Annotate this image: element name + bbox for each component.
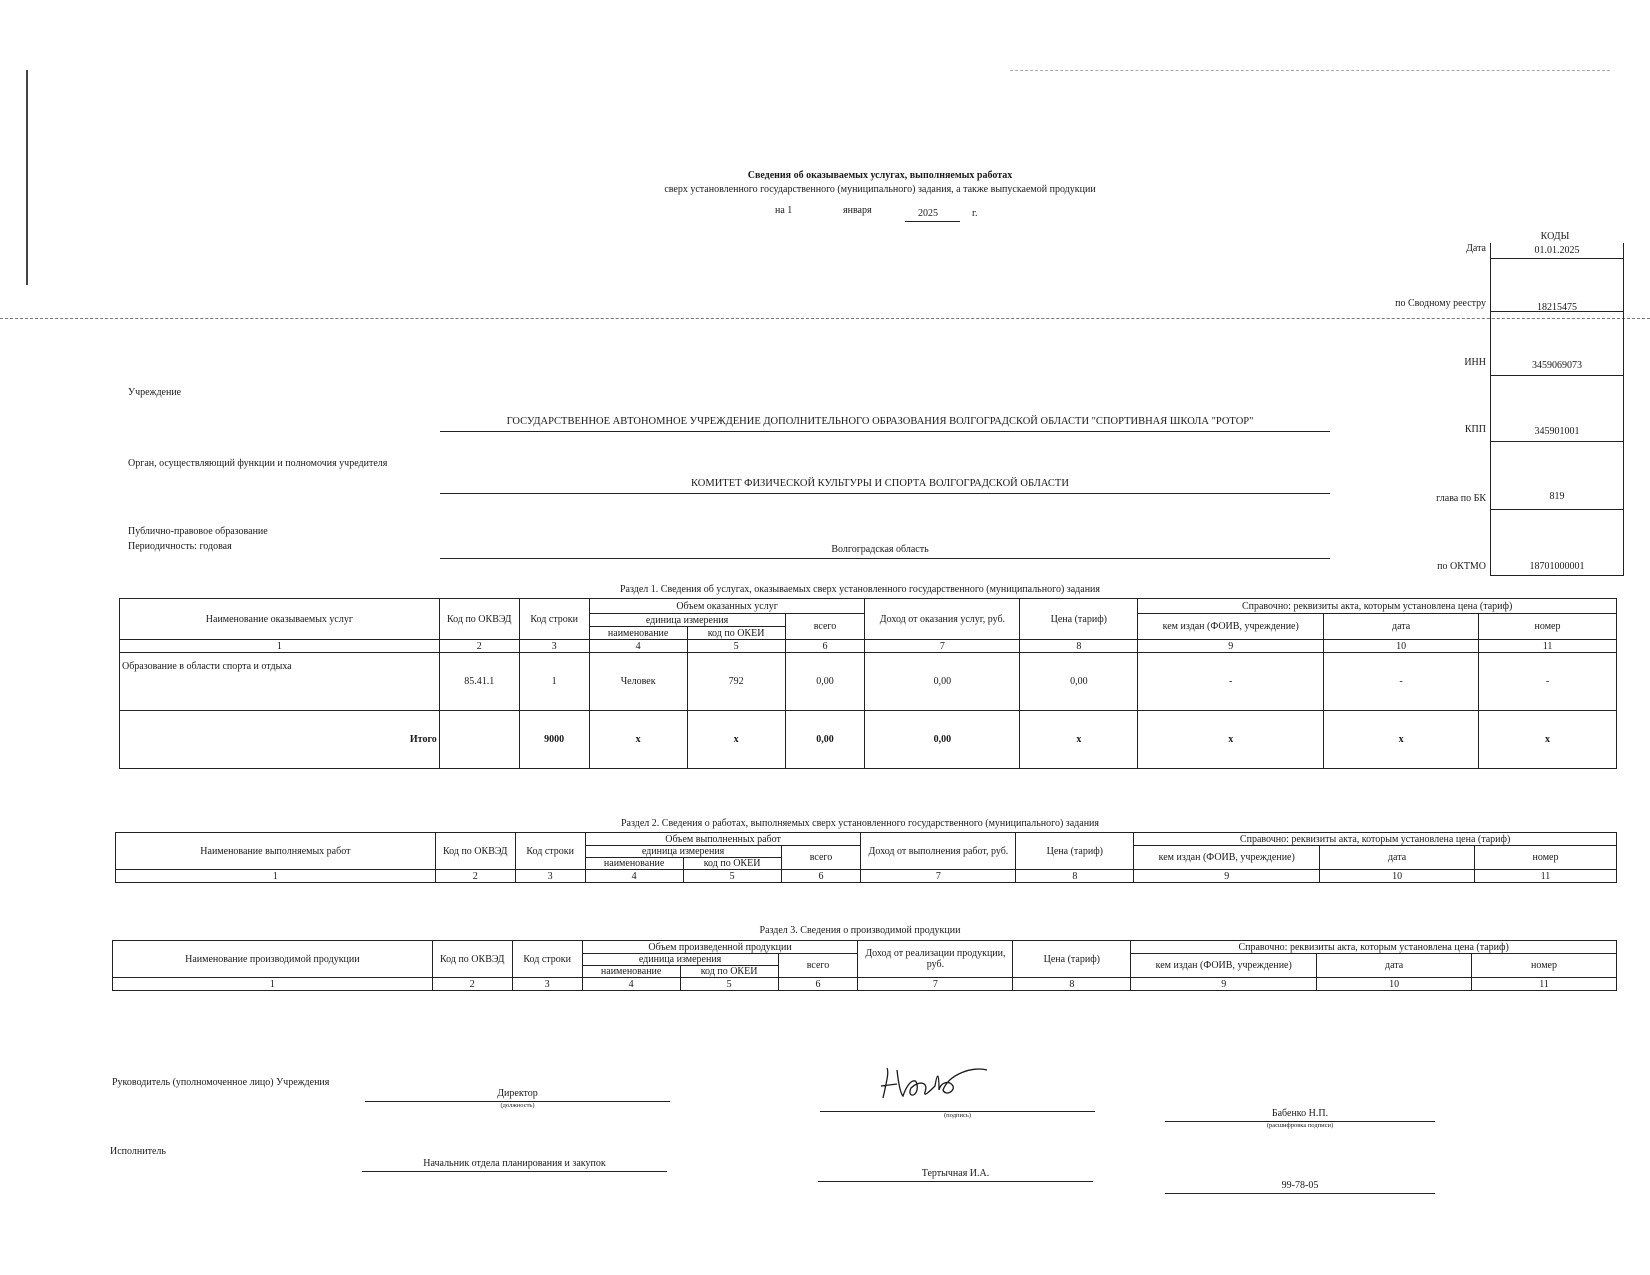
s1-colnum: 7 xyxy=(865,640,1020,653)
s3-h-unit-code: код по ОКЕИ xyxy=(680,966,778,978)
s3-colnum: 8 xyxy=(1013,978,1131,991)
s2-h-income: Доход от выполнения работ, руб. xyxy=(861,833,1016,870)
code-oktmo-label: по ОКТМО xyxy=(1437,561,1486,572)
s3-colnum: 7 xyxy=(858,978,1013,991)
institution-value: ГОСУДАРСТВЕННОЕ АВТОНОМНОЕ УЧРЕЖДЕНИЕ ДОПОЛНИТЕЛЬНОГО ОБРАЗОВАНИЯ ВОЛГОГРАДСКОЙ ОБЛАСТИ "СПОРТИВНАЯ ШКОЛА "РОТОР" xyxy=(506,416,1254,427)
report-date-suffix: г. xyxy=(972,208,978,219)
s3-colnum: 2 xyxy=(432,978,512,991)
s1-h-rowcode: Код строки xyxy=(519,599,589,640)
executor-position-underline xyxy=(362,1171,667,1172)
s2-colnum: 9 xyxy=(1134,870,1320,883)
s2-h-number: номер xyxy=(1475,846,1617,870)
s1-total-income: 0,00 xyxy=(865,711,1020,769)
position-caption: (должность) xyxy=(500,1102,535,1109)
code-inn-label: ИНН xyxy=(1464,357,1486,368)
s1-service-rowcode: 1 xyxy=(519,653,589,711)
public-entity-underline xyxy=(440,558,1330,559)
s1-total-issued: x xyxy=(1138,711,1324,769)
s1-service-okved: 85.41.1 xyxy=(439,653,519,711)
s3-colnum: 1 xyxy=(113,978,433,991)
s1-h-unit: единица измерения xyxy=(589,614,785,627)
codes-box xyxy=(1490,243,1624,576)
s3-colnum: 5 xyxy=(680,978,778,991)
institution-underline xyxy=(440,431,1330,432)
s1-colnum: 1 xyxy=(120,640,440,653)
periodicity-label: Периодичность: годовая xyxy=(128,541,232,552)
s3-h-okved: Код по ОКВЭД xyxy=(432,941,512,978)
report-date-year: 2025 xyxy=(918,208,938,219)
s2-h-issued: кем издан (ФОИВ, учреждение) xyxy=(1134,846,1320,870)
s1-total-label: Итого xyxy=(120,711,440,769)
institution-label: Учреждение xyxy=(128,387,182,398)
s2-h-total: всего xyxy=(781,846,861,870)
s1-h-volume: Объем оказанных услуг xyxy=(589,599,865,614)
s1-service-date: - xyxy=(1324,653,1479,711)
s3-h-issued: кем издан (ФОИВ, учреждение) xyxy=(1131,954,1317,978)
executor-phone: 99-78-05 xyxy=(1281,1180,1319,1191)
head-label: Руководитель (уполномоченное лицо) Учреждения xyxy=(112,1077,330,1088)
s1-h-income: Доход от оказания услуг, руб. xyxy=(865,599,1020,640)
s2-colnum: 2 xyxy=(435,870,515,883)
s2-h-okved: Код по ОКВЭД xyxy=(435,833,515,870)
public-entity-value: Волгоградская область xyxy=(831,544,929,555)
s1-colnum: 8 xyxy=(1020,640,1138,653)
section1-table xyxy=(119,598,1617,769)
s3-colnum: 3 xyxy=(512,978,582,991)
s2-h-reference: Справочно: реквизиты акта, которым установлена цена (тариф) xyxy=(1134,833,1617,846)
s2-colnum: 3 xyxy=(515,870,585,883)
s1-service-unit-code: 792 xyxy=(687,653,785,711)
s1-h-unit-code: код по ОКЕИ xyxy=(687,627,785,640)
s1-total-okved xyxy=(439,711,519,769)
executor-name-underline xyxy=(818,1181,1093,1182)
s1-h-unit-name: наименование xyxy=(589,627,687,640)
report-date-month: января xyxy=(843,205,872,216)
executor-label: Исполнитель xyxy=(110,1146,166,1157)
s2-h-date: дата xyxy=(1320,846,1475,870)
scan-edge-line xyxy=(26,70,28,285)
s2-colnum: 6 xyxy=(781,870,861,883)
s3-h-date: дата xyxy=(1317,954,1472,978)
s3-colnum: 11 xyxy=(1472,978,1617,991)
head-name: Бабенко Н.П. xyxy=(1271,1108,1329,1119)
public-entity-label: Публично-правовое образование xyxy=(128,526,268,537)
s2-colnum: 7 xyxy=(861,870,1016,883)
code-inn-value: 3459069073 xyxy=(1491,311,1623,376)
executor-phone-underline xyxy=(1165,1193,1435,1194)
founder-value: КОМИТЕТ ФИЗИЧЕСКОЙ КУЛЬТУРЫ И СПОРТА ВОЛГОГРАДСКОЙ ОБЛАСТИ xyxy=(691,478,1069,489)
s1-colnum: 9 xyxy=(1138,640,1324,653)
s3-colnum: 10 xyxy=(1317,978,1472,991)
report-title-line2: сверх установленного государственного (муниципального) задания, а также выпускаемой продукции xyxy=(664,184,1096,195)
s3-h-name: Наименование производимой продукции xyxy=(113,941,433,978)
s2-colnum: 1 xyxy=(116,870,436,883)
handwritten-signature xyxy=(875,1060,995,1105)
s1-total-unit-code: x xyxy=(687,711,785,769)
s3-h-rowcode: Код строки xyxy=(512,941,582,978)
s2-h-name: Наименование выполняемых работ xyxy=(116,833,436,870)
s3-h-number: номер xyxy=(1472,954,1617,978)
s1-total-date: x xyxy=(1324,711,1479,769)
s1-h-date: дата xyxy=(1324,614,1479,640)
s3-h-unit-name: наименование xyxy=(582,966,680,978)
founder-underline xyxy=(440,493,1330,494)
executor-position: Начальник отдела планирования и закупок xyxy=(423,1158,606,1169)
table-row xyxy=(120,711,1617,769)
code-kpp-label: КПП xyxy=(1464,424,1486,435)
code-oktmo-value: 18701000001 xyxy=(1529,561,1585,572)
s3-h-reference: Справочно: реквизиты акта, которым установлена цена (тариф) xyxy=(1131,941,1617,954)
code-date-label: Дата xyxy=(1466,243,1486,254)
s3-colnum: 6 xyxy=(778,978,858,991)
section3-title: Раздел 3. Сведения о производимой продукции xyxy=(759,925,961,936)
s1-h-reference: Справочно: реквизиты акта, которым установлена цена (тариф) xyxy=(1138,599,1617,614)
s1-colnum: 5 xyxy=(687,640,785,653)
table-row xyxy=(120,653,1617,711)
s1-h-total: всего xyxy=(785,614,865,640)
s1-service-total: 0,00 xyxy=(785,653,865,711)
s1-service-income: 0,00 xyxy=(865,653,1020,711)
s2-colnum: 8 xyxy=(1016,870,1134,883)
s2-h-price: Цена (тариф) xyxy=(1016,833,1134,870)
s1-service-price: 0,00 xyxy=(1020,653,1138,711)
s2-colnum: 5 xyxy=(683,870,781,883)
s1-service-name: Образование в области спорта и отдыха xyxy=(120,653,440,711)
s2-colnum: 10 xyxy=(1320,870,1475,883)
s1-total-rowcode: 9000 xyxy=(519,711,589,769)
report-date-prefix: на 1 xyxy=(775,205,793,216)
s3-h-income: Доход от реализации продукции, руб. xyxy=(858,941,1013,978)
signature-caption: (подпись) xyxy=(944,1112,971,1119)
s1-h-issued: кем издан (ФОИВ, учреждение) xyxy=(1138,614,1324,640)
s1-colnum: 2 xyxy=(439,640,519,653)
codes-header: КОДЫ xyxy=(1540,231,1570,242)
s1-colnum: 11 xyxy=(1479,640,1617,653)
s1-service-issued: - xyxy=(1138,653,1324,711)
s1-total-unit-name: x xyxy=(589,711,687,769)
code-bk-value: 819 xyxy=(1491,441,1623,510)
section1-title: Раздел 1. Сведения об услугах, оказываемых сверх установленного государственного (муниципального) задания xyxy=(620,584,1100,595)
s1-service-unit-name: Человек xyxy=(589,653,687,711)
executor-name: Тертычная И.А. xyxy=(921,1168,990,1179)
s1-h-okved: Код по ОКВЭД xyxy=(439,599,519,640)
s1-h-price: Цена (тариф) xyxy=(1020,599,1138,640)
date-year-underline xyxy=(905,221,960,222)
s3-h-price: Цена (тариф) xyxy=(1013,941,1131,978)
section2-title: Раздел 2. Сведения о работах, выполняемых сверх установленного государственного (муниципального) задания xyxy=(620,818,1100,829)
report-title-line1: Сведения об оказываемых услугах, выполняемых работах xyxy=(747,170,1013,181)
s2-colnum: 4 xyxy=(585,870,683,883)
s3-h-total: всего xyxy=(778,954,858,978)
s3-colnum: 4 xyxy=(582,978,680,991)
head-position: Директор xyxy=(497,1088,538,1099)
s1-colnum: 4 xyxy=(589,640,687,653)
s2-h-unit-code: код по ОКЕИ xyxy=(683,858,781,870)
s2-h-rowcode: Код строки xyxy=(515,833,585,870)
section3-table xyxy=(112,940,1617,991)
s1-colnum: 10 xyxy=(1324,640,1479,653)
s2-h-volume: Объем выполненных работ xyxy=(585,833,861,846)
s1-total-total: 0,00 xyxy=(785,711,865,769)
code-registry-value: 18215475 xyxy=(1491,258,1623,312)
code-bk-label: глава по БК xyxy=(1436,493,1486,504)
s1-total-price: x xyxy=(1020,711,1138,769)
s1-service-number: - xyxy=(1479,653,1617,711)
s3-colnum: 9 xyxy=(1131,978,1317,991)
s3-h-volume: Объем произведенной продукции xyxy=(582,941,858,954)
founder-label: Орган, осуществляющий функции и полномочия учредителя xyxy=(128,458,388,469)
s1-colnum: 3 xyxy=(519,640,589,653)
s2-h-unit-name: наименование xyxy=(585,858,683,870)
s2-h-unit: единица измерения xyxy=(585,846,781,858)
code-date-value: 01.01.2025 xyxy=(1491,243,1623,259)
s1-total-number: x xyxy=(1479,711,1617,769)
scan-fold-line xyxy=(0,318,1650,319)
s2-colnum: 11 xyxy=(1475,870,1617,883)
name-caption: (расшифровка подписи) xyxy=(1266,1122,1334,1129)
s1-h-number: номер xyxy=(1479,614,1617,640)
scan-top-dash xyxy=(1010,70,1610,71)
code-registry-label: по Сводному реестру xyxy=(1395,298,1486,309)
section2-table xyxy=(115,832,1617,883)
s1-h-name: Наименование оказываемых услуг xyxy=(120,599,440,640)
s1-colnum: 6 xyxy=(785,640,865,653)
code-kpp-value: 345901001 xyxy=(1491,375,1623,442)
s3-h-unit: единица измерения xyxy=(582,954,778,966)
